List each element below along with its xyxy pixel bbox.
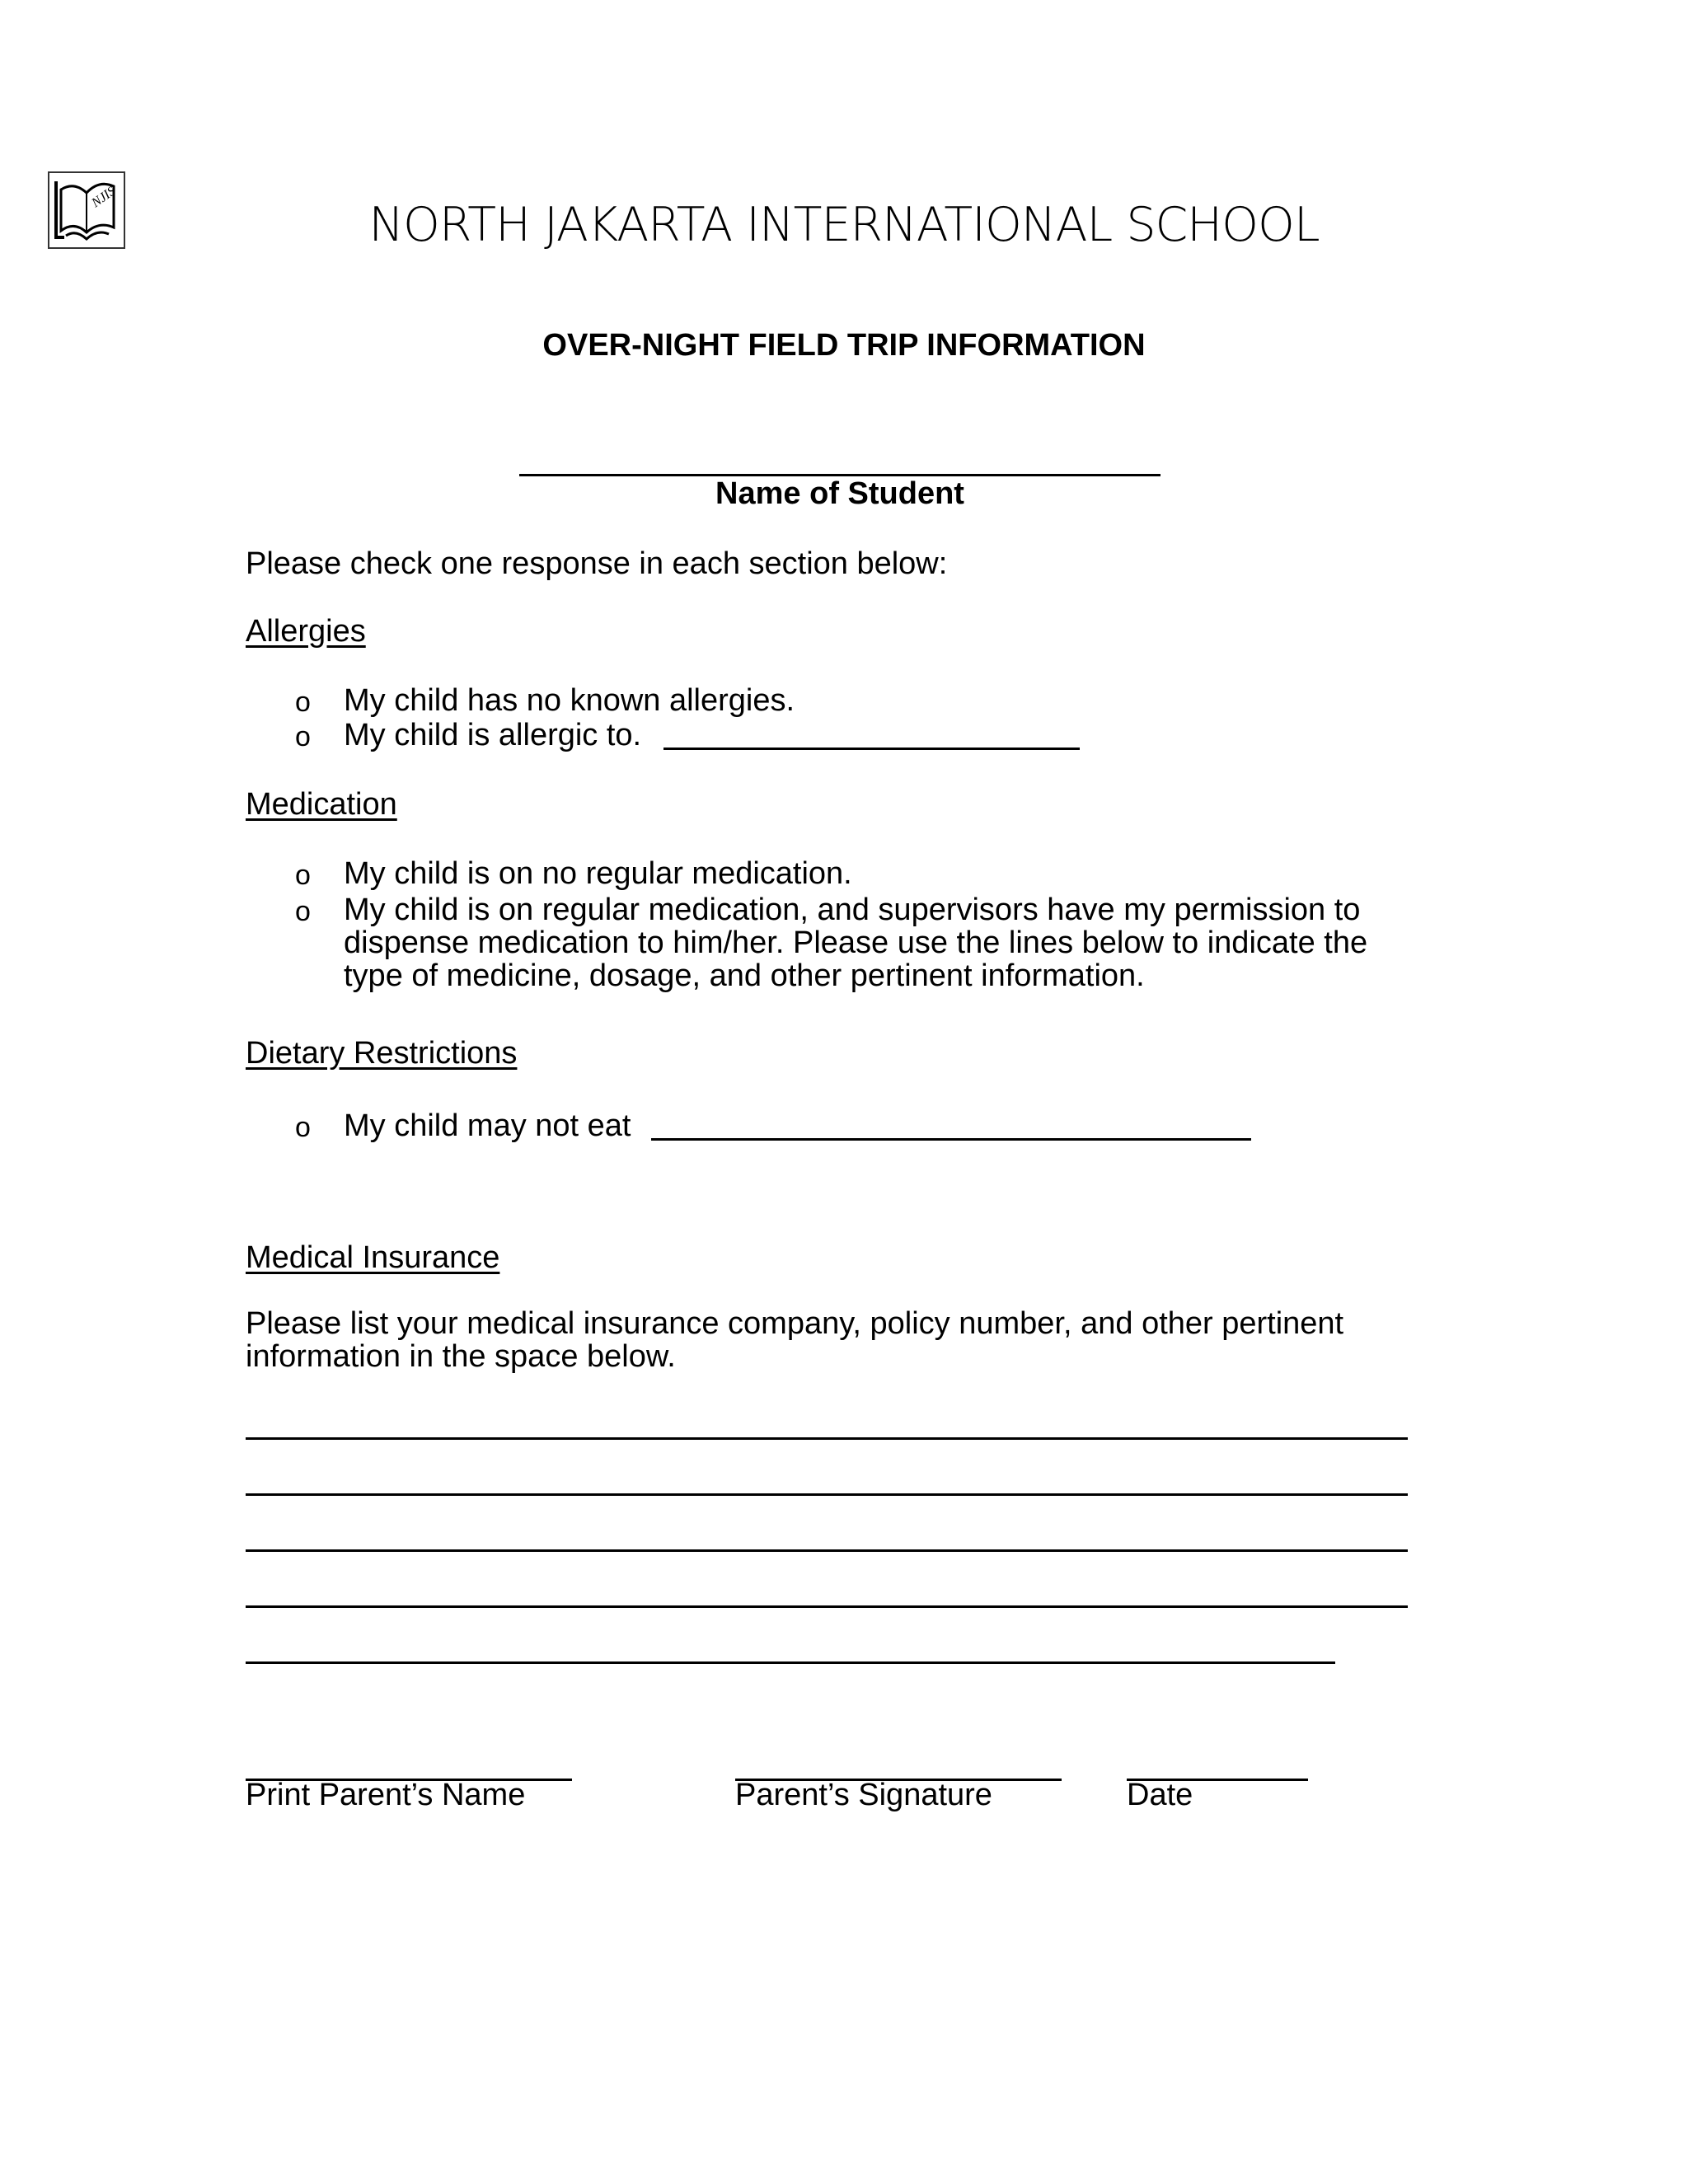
insurance-line-5[interactable] [246, 1661, 1335, 1664]
medication-option-none-radio[interactable]: o [295, 860, 311, 891]
insurance-heading: Medical Insurance [246, 1240, 500, 1275]
parent-signature-label: Parent’s Signature [735, 1778, 992, 1812]
dietary-option-label: My child may not eat [344, 1108, 631, 1143]
insurance-line-2[interactable] [246, 1493, 1408, 1496]
insurance-instruction-line1: Please list your medical insurance company, policy number, and other pertinent [246, 1306, 1344, 1341]
logo-text: NJIS [89, 184, 119, 211]
student-name-label: Name of Student [715, 476, 964, 511]
allergy-option-allergic-label: My child is allergic to. [344, 718, 642, 752]
allergies-heading: Allergies [246, 614, 366, 649]
insurance-line-3[interactable] [246, 1549, 1408, 1552]
dietary-details-field[interactable] [651, 1138, 1251, 1141]
allergy-option-allergic-radio[interactable]: o [295, 721, 311, 752]
instructions-text: Please check one response in each section below: [246, 546, 948, 581]
insurance-line-4[interactable] [246, 1605, 1408, 1608]
parent-name-label: Print Parent’s Name [246, 1778, 526, 1812]
dietary-heading: Dietary Restrictions [246, 1036, 518, 1071]
allergy-option-none-radio[interactable]: o [295, 687, 311, 718]
insurance-instruction-line2: information in the space below. [246, 1339, 676, 1374]
allergy-option-none-label: My child has no known allergies. [344, 683, 795, 718]
medication-option-regular-line1: My child is on regular medication, and supervisors have my permission to [344, 893, 1361, 927]
medication-option-regular-line3: type of medicine, dosage, and other pertinent information. [344, 958, 1145, 993]
medication-option-regular-line2: dispense medication to him/her. Please use the lines below to indicate the [344, 926, 1368, 960]
date-label: Date [1127, 1778, 1193, 1812]
insurance-line-1[interactable] [246, 1437, 1408, 1440]
dietary-option-radio[interactable]: o [295, 1112, 311, 1143]
allergy-details-field[interactable] [663, 748, 1080, 750]
school-name: NORTH JAKARTA INTERNATIONAL SCHOOL [368, 198, 1320, 252]
form-title: OVER-NIGHT FIELD TRIP INFORMATION [542, 328, 1146, 363]
medication-option-none-label: My child is on no regular medication. [344, 856, 852, 891]
medication-option-regular-radio[interactable]: o [295, 896, 311, 927]
medication-heading: Medication [246, 787, 397, 822]
